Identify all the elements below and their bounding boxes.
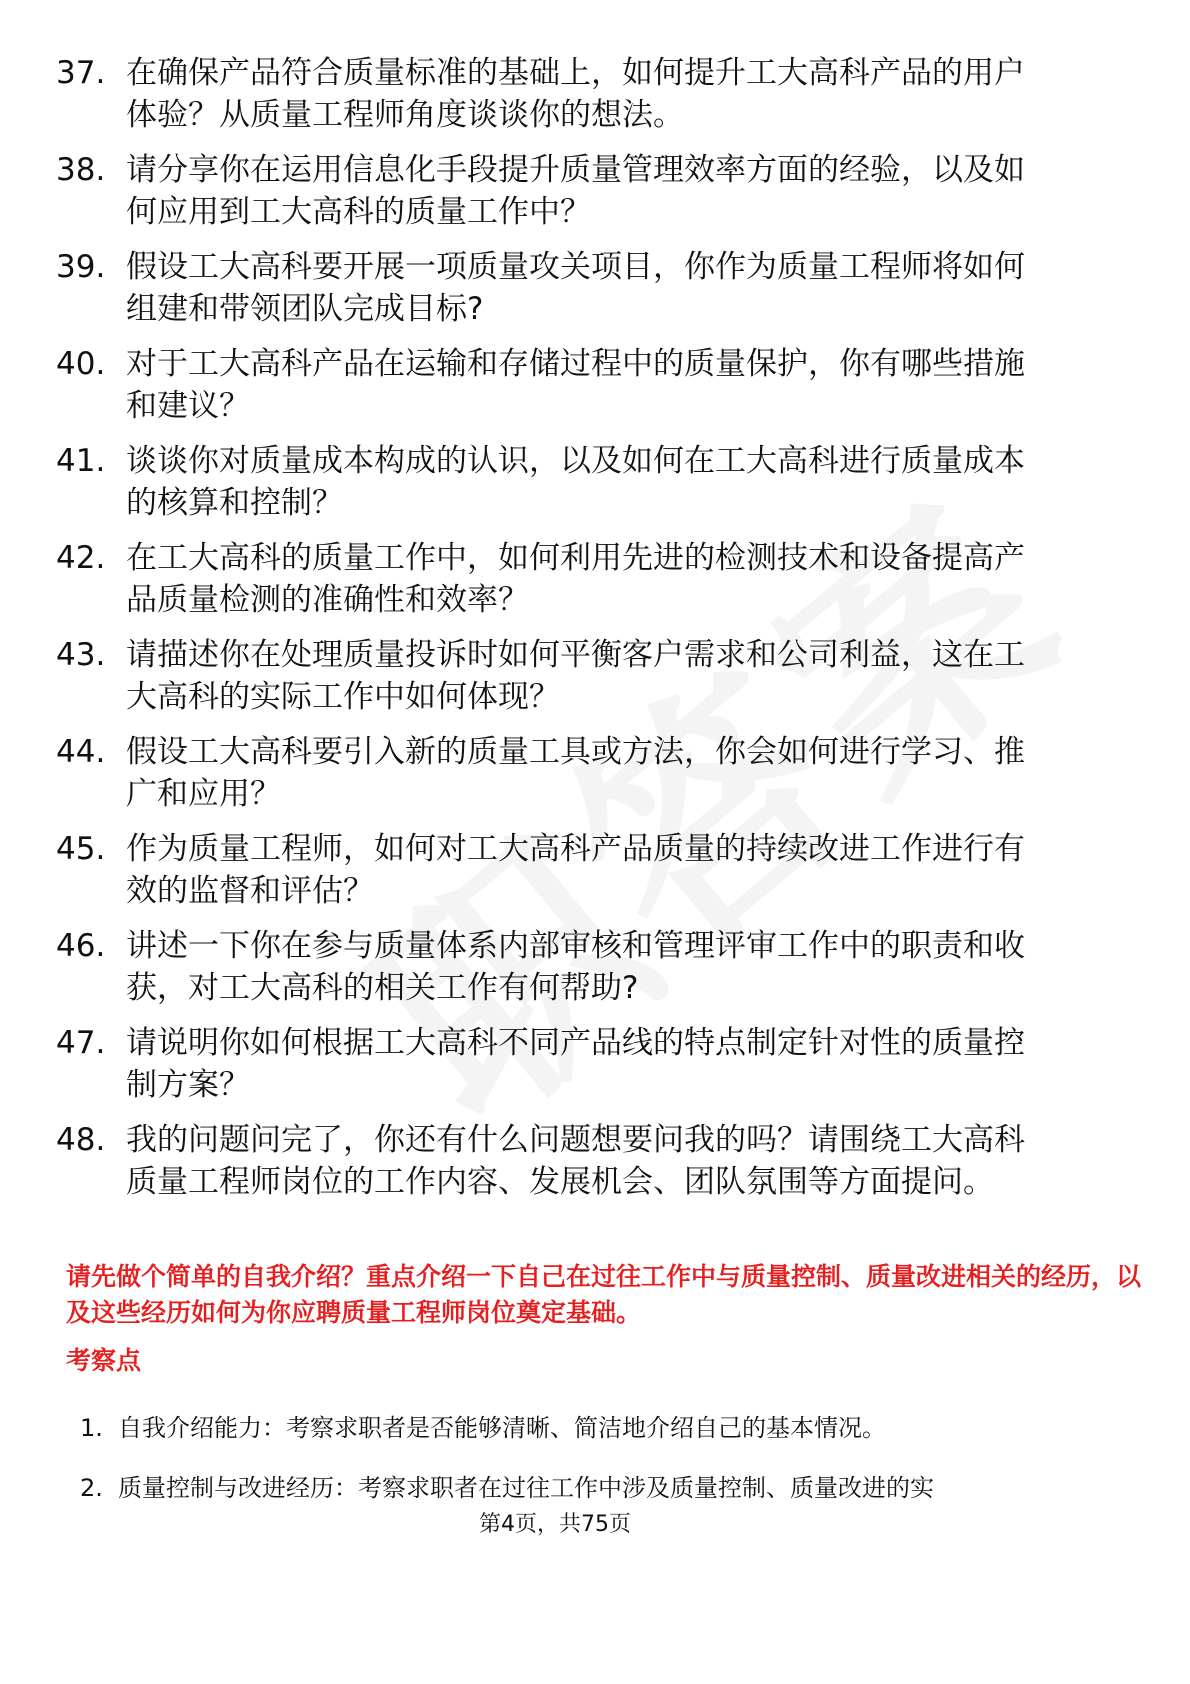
point-number: 2. [80,1474,103,1502]
question-text: 我的问题问完了，你还有什么问题想要问我的吗？请围绕工大高科质量工程师岗位的工作内容、发展机会、团队氛围等方面提问。 [126,1122,1025,1200]
question-text: 假设工大高科要引入新的质量工具或方法，你会如何进行学习、推广和应用？ [126,734,1025,812]
question-text: 假设工大高科要开展一项质量攻关项目，你作为质量工程师将如何组建和带领团队完成目标? [126,249,1025,327]
question-item [56,925,1136,1009]
question-text: 讲述一下你在参与质量体系内部审核和管理评审工作中的职责和收获，对工大高科的相关工作有何帮助? [126,928,1025,1006]
question-number: 40. [56,346,106,382]
question-text: 在工大高科的质量工作中，如何利用先进的检测技术和设备提高产品质量检测的准确性和效率？ [126,540,1025,618]
question-item [56,343,1136,427]
question-number: 47. [56,1025,106,1061]
question-item [56,246,1136,330]
question-text: 请说明你如何根据工大高科不同产品线的特点制定针对性的质量控制方案？ [126,1025,1025,1103]
question-number: 45. [56,831,106,867]
question-text: 谈谈你对质量成本构成的认识，以及如何在工大高科进行质量成本的核算和控制？ [126,443,1025,521]
highlight-question: 请先做个简单的自我介绍？重点介绍一下自己在过往工作中与质量控制、质量改进相关的经历，以及这些经历如何为你应聘质量工程师岗位奠定基础。 [66,1262,1142,1327]
question-number: 43. [56,637,106,673]
section-title: 考察点 [66,1346,142,1375]
assessment-point [80,1410,1140,1446]
question-number: 38. [56,152,106,188]
question-number: 42. [56,540,106,576]
point-text: 质量控制与改进经历：考察求职者在过往工作中涉及质量控制、质量改进的实 [118,1474,934,1502]
question-item [56,537,1136,621]
question-item [56,440,1136,524]
question-number: 39. [56,249,106,285]
question-item [56,1119,1136,1203]
question-number: 41. [56,443,106,479]
point-number: 1. [80,1414,103,1442]
question-number: 46. [56,928,106,964]
assessment-point [80,1470,1140,1506]
question-number: 48. [56,1122,106,1158]
question-text: 作为质量工程师，如何对工大高科产品质量的持续改进工作进行有效的监督和评估？ [126,831,1025,909]
question-text: 请分享你在运用信息化手段提升质量管理效率方面的经验，以及如何应用到工大高科的质量工作中？ [126,152,1025,230]
question-item [56,149,1136,233]
question-text: 在确保产品符合质量标准的基础上，如何提升工大高科产品的用户体验？从质量工程师角度谈谈你的想法。 [126,55,1025,133]
question-item [56,1022,1136,1106]
question-item [56,731,1136,815]
point-text: 自我介绍能力：考察求职者是否能够清晰、简洁地介绍自己的基本情况。 [118,1414,886,1442]
question-text: 对于工大高科产品在运输和存储过程中的质量保护，你有哪些措施和建议？ [126,346,1025,424]
question-item [56,52,1136,136]
question-number: 44. [56,734,106,770]
question-text: 请描述你在处理质量投诉时如何平衡客户需求和公司利益，这在工大高科的实际工作中如何体现？ [126,637,1025,715]
question-item [56,828,1136,912]
question-item [56,634,1136,718]
question-list [56,52,1136,1216]
page-footer: 第4页，共75页 [479,1512,631,1537]
question-number: 37. [56,55,106,91]
